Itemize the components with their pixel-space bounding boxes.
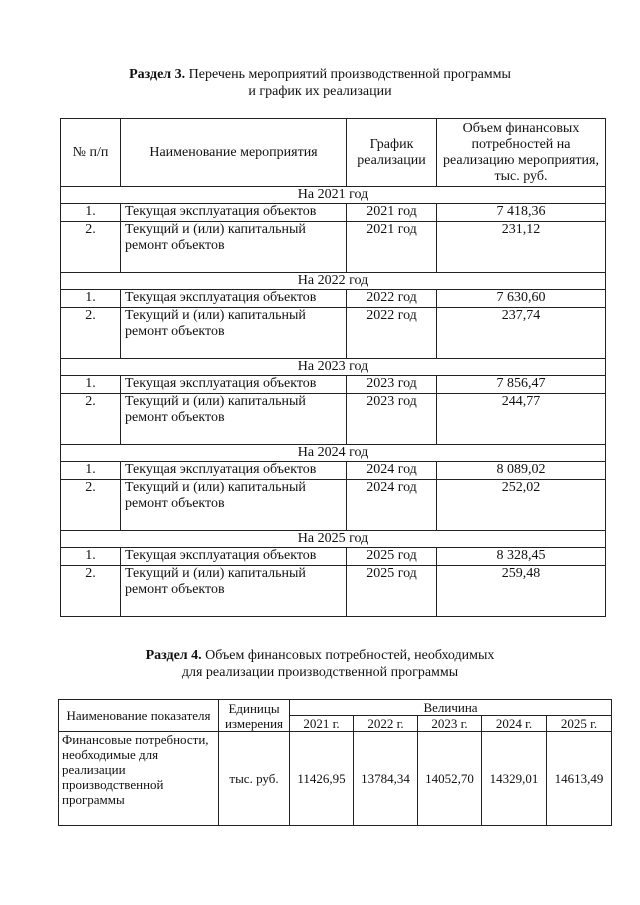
row-name: Текущая эксплуатация объектов [121, 548, 347, 566]
row-amount: 259,48 [437, 566, 606, 617]
row-amount: 252,02 [437, 480, 606, 531]
row-num: 2. [61, 566, 121, 617]
year-group-header: На 2021 год [61, 187, 606, 204]
section4-title [0, 647, 640, 681]
table-row [61, 394, 606, 445]
value-2023: 14052,70 [418, 732, 482, 826]
header-indicator: Наименование показателя [59, 700, 219, 732]
section4-title-line1: Объем финансовых потребностей, необходимых [201, 648, 495, 663]
header-year-2024: 2024 г. [482, 716, 547, 732]
row-schedule: 2022 год [347, 308, 437, 359]
header-unit: Единицы измерения [219, 700, 290, 732]
section3-table [60, 118, 606, 617]
table-row [61, 548, 606, 566]
header-year-2022: 2022 г. [354, 716, 418, 732]
header-volume: Объем финансовых потребностей на реализацию мероприятия, тыс. руб. [437, 119, 606, 187]
row-schedule: 2021 год [347, 222, 437, 273]
year-group-header: На 2022 год [61, 273, 606, 290]
header-schedule: График реализации [347, 119, 437, 187]
row-name: Текущая эксплуатация объектов [121, 290, 347, 308]
row-indicator: Финансовые потребности, необходимые для реализации производственной программы [59, 732, 219, 826]
row-num: 2. [61, 480, 121, 531]
table-row [61, 308, 606, 359]
header-num: № п/п [61, 119, 121, 187]
row-num: 1. [61, 290, 121, 308]
section4-table [58, 699, 612, 826]
section4-title-bold: Раздел 4. [145, 648, 202, 663]
header-name: Наименование мероприятия [121, 119, 347, 187]
table-row [61, 480, 606, 531]
row-num: 2. [61, 308, 121, 359]
table-row [61, 462, 606, 480]
row-num: 1. [61, 376, 121, 394]
row-num: 1. [61, 204, 121, 222]
row-amount: 7 856,47 [437, 376, 606, 394]
row-num: 1. [61, 548, 121, 566]
header-year-2025: 2025 г. [547, 716, 612, 732]
row-num: 2. [61, 394, 121, 445]
row-schedule: 2025 год [347, 548, 437, 566]
year-group-header: На 2025 год [61, 531, 606, 548]
year-group-header: На 2023 год [61, 359, 606, 376]
header-year-2021: 2021 г. [290, 716, 354, 732]
row-amount: 8 328,45 [437, 548, 606, 566]
row-schedule: 2022 год [347, 290, 437, 308]
table-row [61, 204, 606, 222]
row-amount: 7 630,60 [437, 290, 606, 308]
header-value: Величина [290, 700, 612, 716]
row-num: 1. [61, 462, 121, 480]
table-row [61, 222, 606, 273]
row-name: Текущая эксплуатация объектов [121, 204, 347, 222]
row-amount: 7 418,36 [437, 204, 606, 222]
value-2021: 11426,95 [290, 732, 354, 826]
table-row [61, 566, 606, 617]
row-name: Текущий и (или) капитальный ремонт объектов [121, 480, 347, 531]
row-name: Текущий и (или) капитальный ремонт объектов [121, 566, 347, 617]
table-row [61, 290, 606, 308]
section3-title-bold: Раздел 3. [129, 67, 186, 82]
row-amount: 231,12 [437, 222, 606, 273]
year-group-header: На 2024 год [61, 445, 606, 462]
row-schedule: 2024 год [347, 462, 437, 480]
row-name: Текущая эксплуатация объектов [121, 376, 347, 394]
row-amount: 8 089,02 [437, 462, 606, 480]
row-amount: 237,74 [437, 308, 606, 359]
row-schedule: 2021 год [347, 204, 437, 222]
row-schedule: 2025 год [347, 566, 437, 617]
row-unit: тыс. руб. [219, 732, 290, 826]
section3-title-line2: и график их реализации [248, 84, 392, 99]
row-name: Текущий и (или) капитальный ремонт объектов [121, 222, 347, 273]
row-schedule: 2023 год [347, 394, 437, 445]
table-row [61, 376, 606, 394]
row-name: Текущий и (или) капитальный ремонт объектов [121, 394, 347, 445]
section4-title-line2: для реализации производственной программы [181, 665, 459, 680]
row-schedule: 2023 год [347, 376, 437, 394]
row-num: 2. [61, 222, 121, 273]
value-2024: 14329,01 [482, 732, 547, 826]
section3-title [0, 66, 640, 100]
row-schedule: 2024 год [347, 480, 437, 531]
row-amount: 244,77 [437, 394, 606, 445]
value-2025: 14613,49 [547, 732, 612, 826]
section3-title-line1: Перечень мероприятий производственной программы [185, 67, 511, 82]
header-year-2023: 2023 г. [418, 716, 482, 732]
row-name: Текущий и (или) капитальный ремонт объектов [121, 308, 347, 359]
row-name: Текущая эксплуатация объектов [121, 462, 347, 480]
value-2022: 13784,34 [354, 732, 418, 826]
